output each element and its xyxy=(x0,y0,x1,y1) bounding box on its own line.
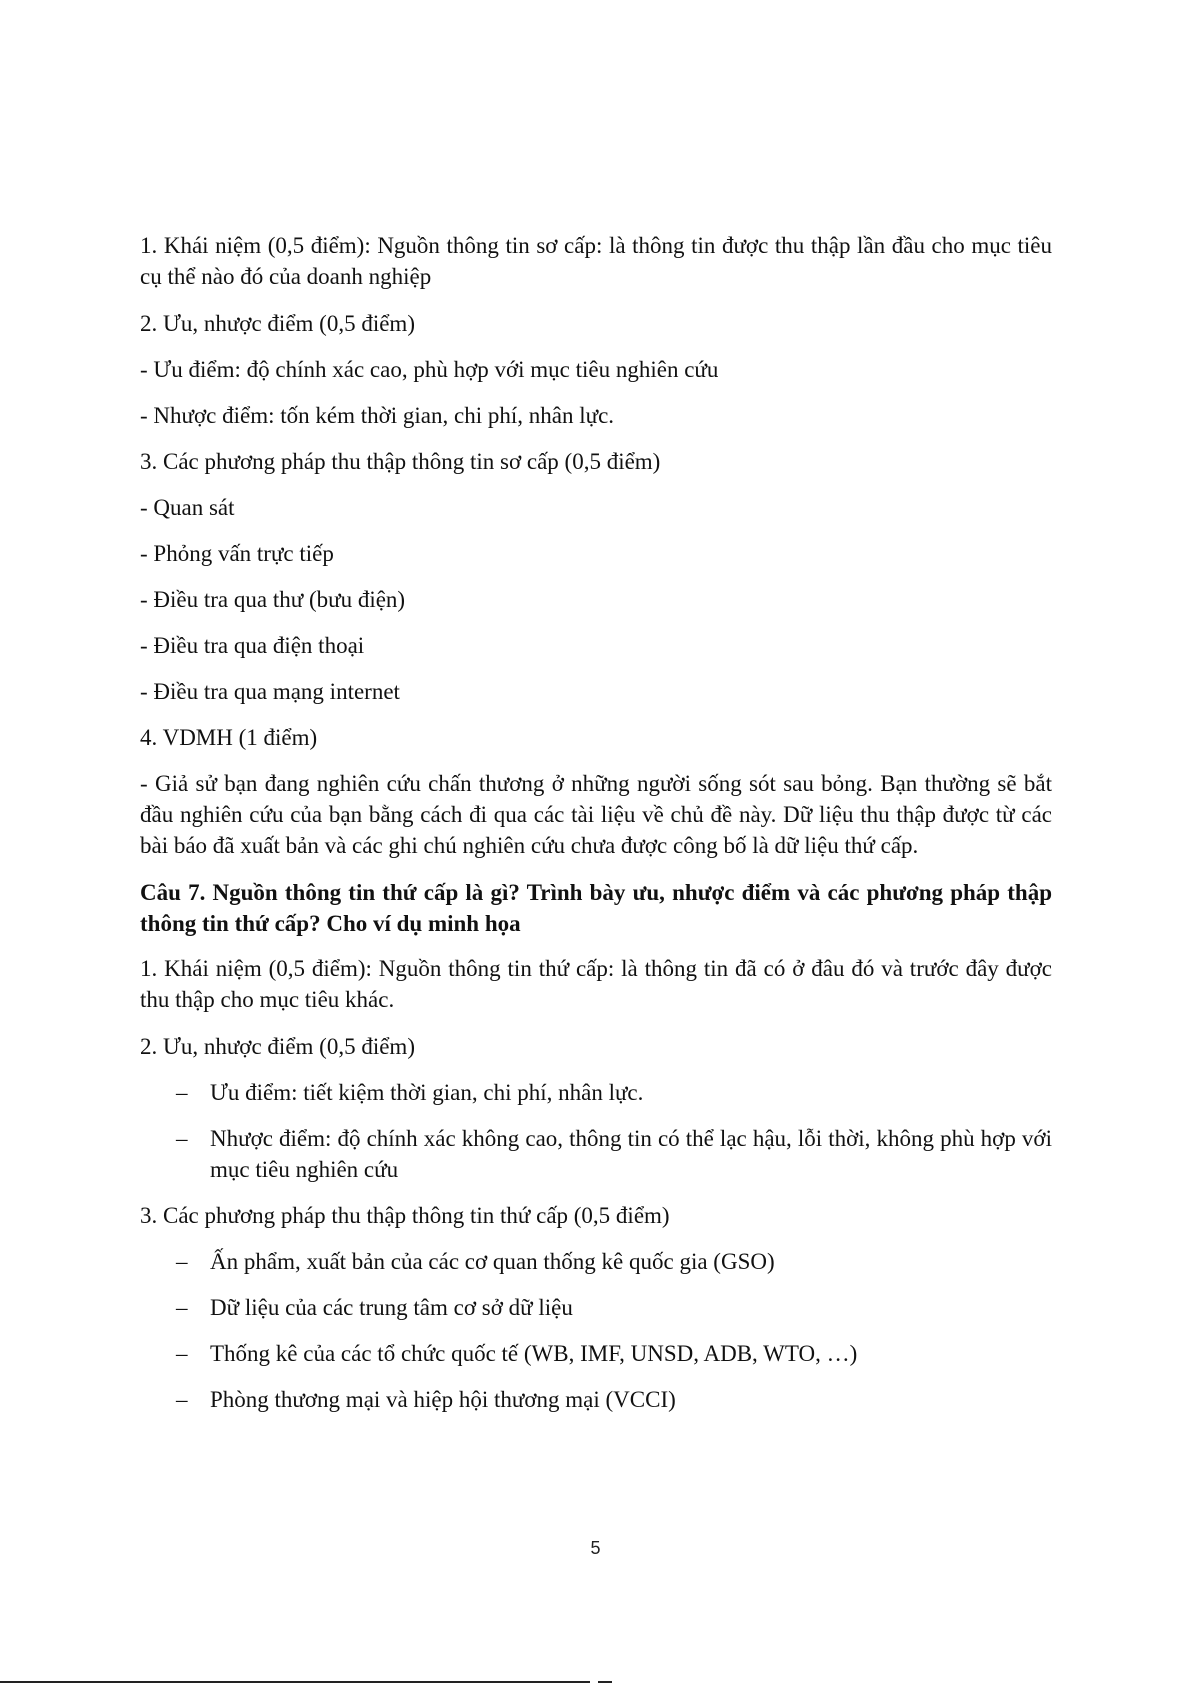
primary-method-item: - Điều tra qua mạng internet xyxy=(140,679,400,704)
list-item xyxy=(140,1077,1052,1108)
dash-bullet: – xyxy=(176,1249,188,1274)
list-item xyxy=(140,1384,1052,1415)
page-number: 5 xyxy=(590,1538,601,1558)
list-item-text: Phòng thương mại và hiệp hội thương mại (VCCI) xyxy=(210,1387,676,1412)
primary-concept-paragraph: 1. Khái niệm (0,5 điểm): Nguồn thông tin sơ cấp: là thông tin được thu thập lần đầu cho mục tiêu cụ thể nào đó của doanh nghiệp xyxy=(140,233,1052,289)
dash-bullet: – xyxy=(176,1341,188,1366)
primary-methods-title: 3. Các phương pháp thu thập thông tin sơ cấp (0,5 điểm) xyxy=(140,449,661,474)
list-item xyxy=(140,1123,1052,1185)
question-7-heading: Câu 7. Nguồn thông tin thứ cấp là gì? Trình bày ưu, nhược điểm và các phương pháp thập thông tin thứ cấp? Cho ví dụ minh họa xyxy=(140,880,1052,936)
secondary-methods-title: 3. Các phương pháp thu thập thông tin thứ cấp (0,5 điểm) xyxy=(140,1203,670,1228)
primary-method-item: - Phỏng vấn trực tiếp xyxy=(140,541,334,566)
secondary-concept-paragraph: 1. Khái niệm (0,5 điểm): Nguồn thông tin thứ cấp: là thông tin đã có ở đâu đó và trước đây được thu thập cho mục tiêu khác. xyxy=(140,956,1052,1012)
footer-rule xyxy=(0,1681,590,1683)
list-item-text: Thống kê của các tổ chức quốc tế (WB, IMF, UNSD, ADB, WTO, …) xyxy=(210,1341,858,1366)
document-page xyxy=(140,230,1052,1430)
dash-bullet: – xyxy=(176,1126,188,1151)
primary-cons: - Nhược điểm: tốn kém thời gian, chi phí, nhân lực. xyxy=(140,403,615,428)
list-item xyxy=(140,1292,1052,1323)
list-item-text: Nhược điểm: độ chính xác không cao, thông tin có thể lạc hậu, lỗi thời, không phù hợp với mục tiêu nghiên cứu xyxy=(210,1126,1052,1182)
list-item xyxy=(140,1246,1052,1277)
primary-example-paragraph: - Giả sử bạn đang nghiên cứu chấn thương ở những người sống sót sau bỏng. Bạn thường sẽ bắt đầu nghiên cứu của bạn bằng cách đi qua các tài liệu về chủ đề này. Dữ liệu thu thập được từ các bài báo đã xuất bản và các ghi chú nghiên cứu chưa được công bố là dữ liệu thứ cấp. xyxy=(140,771,1052,858)
dash-bullet: – xyxy=(176,1080,188,1105)
primary-pros: - Ưu điểm: độ chính xác cao, phù hợp với mục tiêu nghiên cứu xyxy=(140,357,719,382)
list-item xyxy=(140,1338,1052,1369)
primary-pros-cons-title: 2. Ưu, nhược điểm (0,5 điểm) xyxy=(140,311,415,336)
dash-bullet: – xyxy=(176,1295,188,1320)
footer-rule-segment xyxy=(598,1681,612,1683)
primary-method-item: - Điều tra qua điện thoại xyxy=(140,633,365,658)
list-item-text: Ấn phẩm, xuất bản của các cơ quan thống kê quốc gia (GSO) xyxy=(210,1249,775,1274)
list-item-text: Ưu điểm: tiết kiệm thời gian, chi phí, nhân lực. xyxy=(210,1080,644,1105)
secondary-pros-cons-list xyxy=(140,1077,1052,1185)
dash-bullet: – xyxy=(176,1387,188,1412)
primary-method-item: - Điều tra qua thư (bưu điện) xyxy=(140,587,406,612)
secondary-methods-list xyxy=(140,1246,1052,1415)
secondary-pros-cons-title: 2. Ưu, nhược điểm (0,5 điểm) xyxy=(140,1034,415,1059)
primary-example-title: 4. VDMH (1 điểm) xyxy=(140,725,318,750)
primary-method-item: - Quan sát xyxy=(140,495,235,520)
list-item-text: Dữ liệu của các trung tâm cơ sở dữ liệu xyxy=(210,1295,573,1320)
